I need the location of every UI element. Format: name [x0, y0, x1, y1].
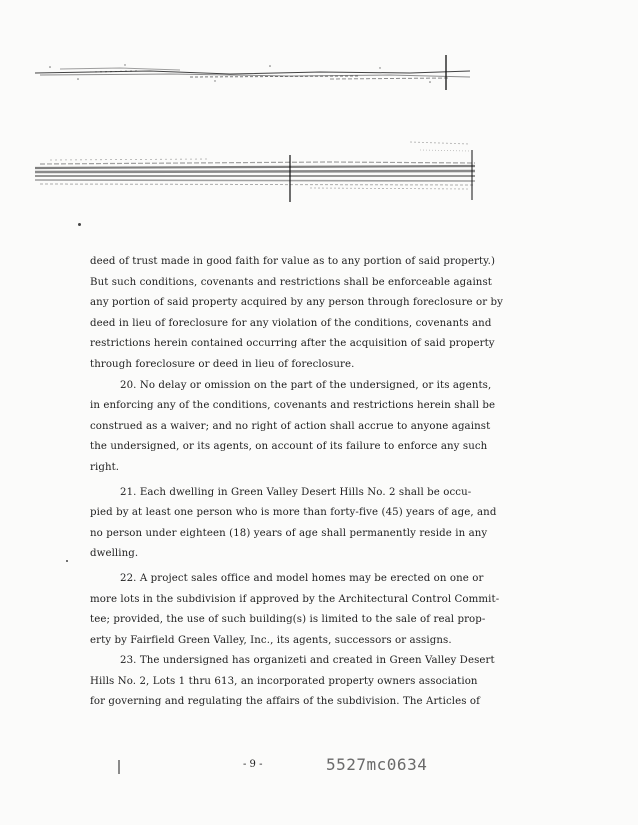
text-line: any portion of said property acquired by any person through foreclosure or by [90, 297, 504, 309]
paragraph-21-start: 21. Each dwelling in Green Valley Desert Hills No. 2 shall be occu- [120, 486, 472, 498]
text-line: right. [90, 461, 120, 473]
text-line: erty by Fairfield Green Valley, Inc., its agents, successors or assigns. [90, 634, 452, 646]
text-line: Hills No. 2, Lots 1 thru 613, an incorporated property owners association [90, 675, 478, 687]
page-number: - 9 - [243, 759, 263, 770]
paragraph-20-start: 20. No delay or omission on the part of the undersigned, or its agents, [120, 379, 492, 391]
paragraph-22-start: 22. A project sales office and model homes may be erected on one or [120, 572, 484, 584]
text-line: restrictions herein contained occurring after the acquisition of said property [90, 338, 495, 350]
scan-margin-mark [118, 760, 120, 774]
text-line: dwelling. [90, 548, 139, 560]
text-line: deed of trust made in good faith for value as to any portion of said property.) [90, 256, 496, 267]
recording-stamp: 5527mc0634 [326, 755, 428, 774]
scan-smudge-middle [30, 130, 475, 205]
scan-smudge-top [30, 55, 475, 90]
text-line: no person under eighteen (18) years of age shall permanently reside in any [90, 527, 488, 539]
document-body [90, 252, 530, 713]
text-line: more lots in the subdivision if approved by the Architectural Control Commit- [90, 593, 500, 605]
text-line: But such conditions, covenants and restrictions shall be enforceable against [90, 276, 492, 288]
text-line: construed as a waiver; and no right of action shall accrue to anyone against [90, 420, 491, 432]
text-line: tee; provided, the use of such building(s) is limited to the sale of real prop- [90, 614, 486, 626]
stray-mark [78, 223, 81, 226]
text-line: for governing and regulating the affairs of the subdivision. The Articles of [90, 696, 481, 708]
text-line: through foreclosure or deed in lieu of foreclosure. [90, 358, 355, 370]
text-line: pied by at least one person who is more than forty-five (45) years of age, and [90, 507, 497, 519]
stray-mark [66, 560, 68, 562]
text-line: the undersigned, or its agents, on account of its failure to enforce any such [90, 441, 488, 453]
paragraph-23-start: 23. The undersigned has organizeti and created in Green Valley Desert [120, 655, 495, 667]
text-line: deed in lieu of foreclosure for any violation of the conditions, covenants and [90, 317, 492, 329]
text-line: in enforcing any of the conditions, covenants and restrictions herein shall be [90, 400, 496, 412]
